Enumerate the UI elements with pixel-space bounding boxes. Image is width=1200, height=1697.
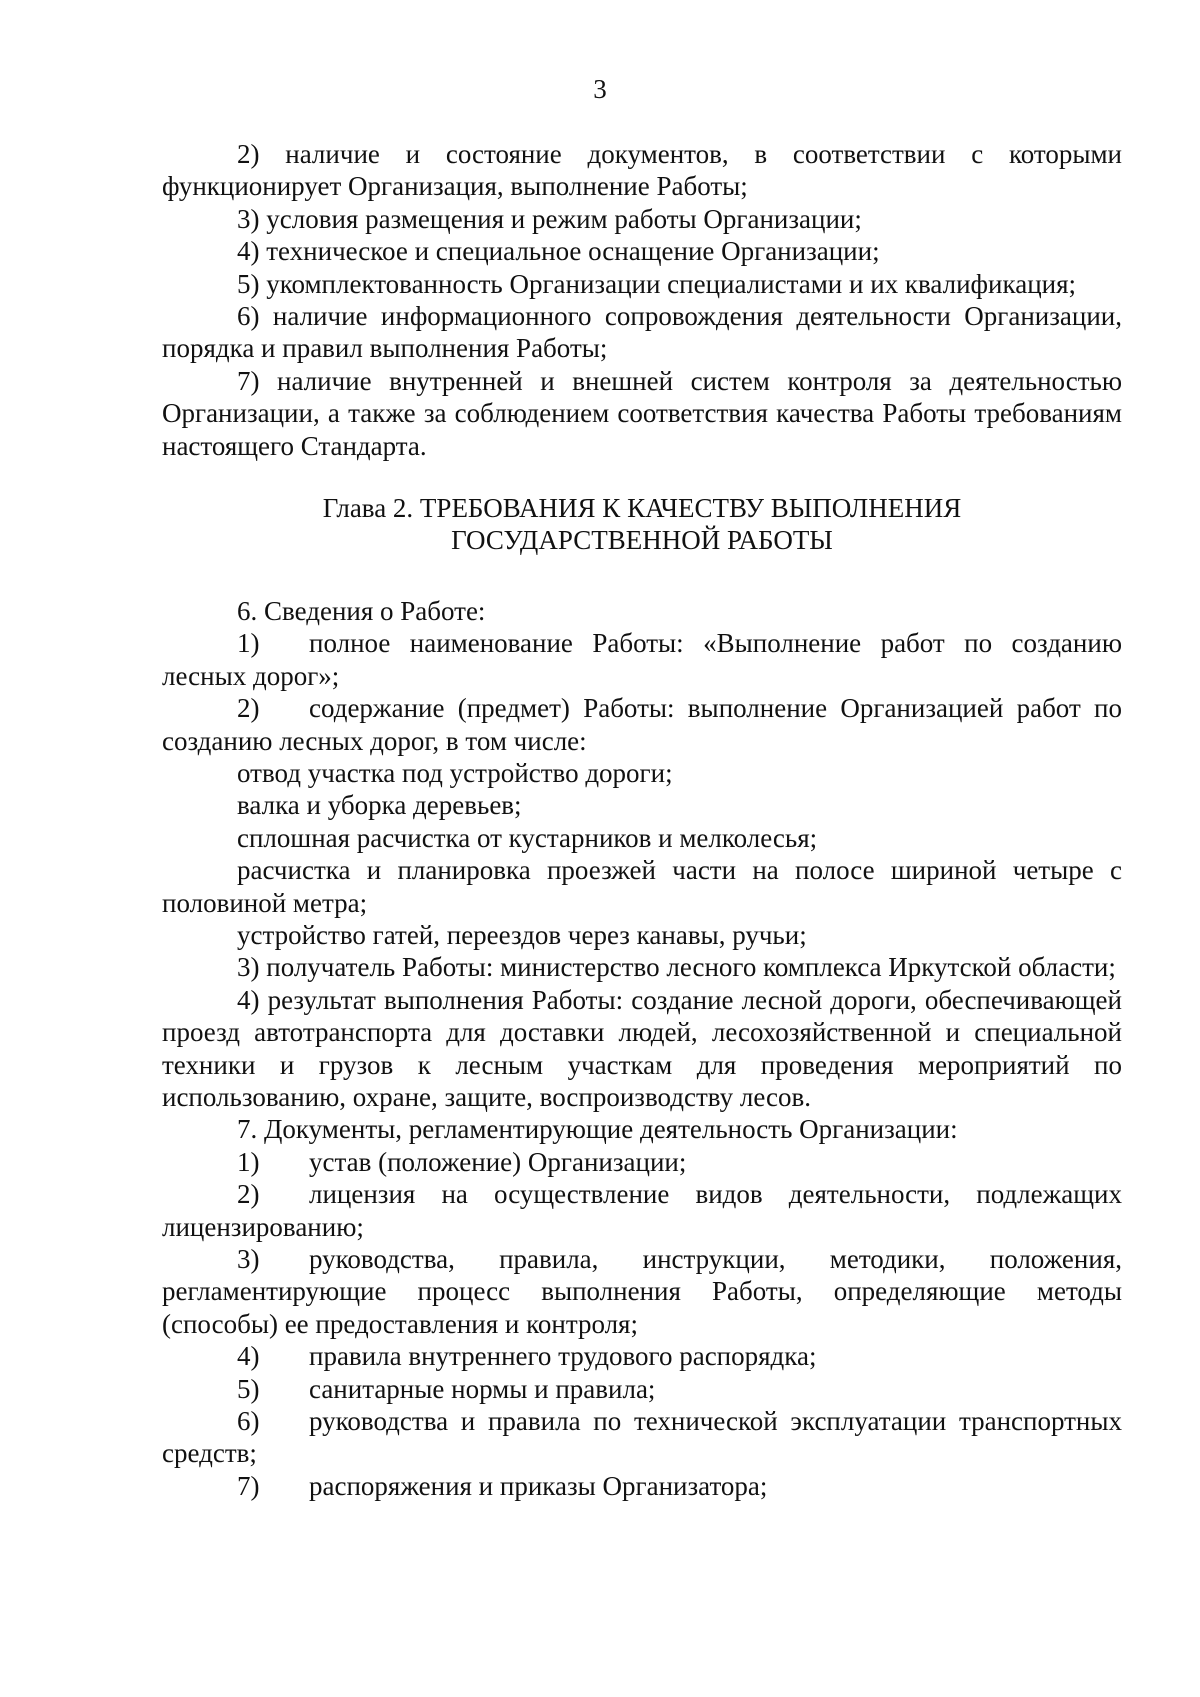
intro-item: 7) наличие внутренней и внешней систем контроля за деятельностью Организации, а также за соблюдением соответствия качества Работы требованиям настоящего Стандарта. <box>162 365 1122 461</box>
sub-item: отвод участка под устройство дороги; <box>237 757 673 788</box>
intro-item: 6) наличие информационного сопровождения деятельности Организации, порядка и правил выполнения Работы; <box>162 301 1122 364</box>
section-7-title: 7. Документы, регламентирующие деятельность Организации: <box>237 1114 958 1145</box>
section-7-item <box>162 1178 1122 1243</box>
item-number: 2) <box>237 693 260 724</box>
item-text: распоряжения и приказы Организатора; <box>309 1470 768 1501</box>
chapter-heading-line1: Глава 2. ТРЕБОВАНИЯ К КАЧЕСТВУ ВЫПОЛНЕНИЯ <box>322 493 962 524</box>
sub-item: валка и уборка деревьев; <box>237 790 522 821</box>
item-number: 7) <box>237 1470 260 1501</box>
item-text: руководства и правила по технической эксплуатации транспортных средств; <box>162 1406 1122 1469</box>
document-body <box>162 138 1122 1502</box>
intro-item: 5) укомплектованность Организации специалистами и их квалификация; <box>237 268 1077 299</box>
intro-item: 3) условия размещения и режим работы Организации; <box>237 203 862 234</box>
chapter-heading-line2: ГОСУДАРСТВЕННОЙ РАБОТЫ <box>451 525 833 556</box>
section-6-item-3: 3) получатель Работы: министерство лесного комплекса Иркутской области; <box>237 952 1116 983</box>
item-text: содержание (предмет) Работы: выполнение Организацией работ по созданию лесных дорог, в том числе: <box>162 693 1122 756</box>
item-number: 2) <box>237 1179 260 1210</box>
section-7-item <box>162 1405 1122 1470</box>
sub-item: расчистка и планировка проезжей части на полосе шириной четыре с половиной метра; <box>162 855 1122 918</box>
section-7-item <box>162 1373 1122 1405</box>
item-number: 1) <box>237 1146 260 1177</box>
item-number: 4) <box>237 1341 260 1372</box>
sub-item: устройство гатей, переездов через канавы, ручьи; <box>237 919 807 950</box>
section-6-item-1 <box>162 627 1122 692</box>
sub-item: сплошная расчистка от кустарников и мелколесья; <box>237 822 818 853</box>
section-7-item <box>162 1470 1122 1502</box>
chapter-heading <box>162 492 1122 557</box>
section-7-item <box>162 1243 1122 1340</box>
item-number: 3) <box>237 1244 260 1274</box>
section-6-title: 6. Сведения о Работе: <box>237 595 486 626</box>
section-7-item <box>162 1146 1122 1178</box>
item-text: устав (положение) Организации; <box>309 1146 687 1177</box>
item-number: 5) <box>237 1373 260 1404</box>
section-7-item <box>162 1340 1122 1372</box>
section-6-item-2 <box>162 692 1122 757</box>
intro-item: 2) наличие и состояние документов, в соответствии с которыми функционирует Организация, выполнение Работы; <box>162 139 1122 202</box>
item-number: 6) <box>237 1406 260 1437</box>
intro-item: 4) техническое и специальное оснащение Организации; <box>237 236 880 267</box>
item-text: полное наименование Работы: «Выполнение работ по созданию лесных дорог»; <box>162 628 1122 691</box>
item-text: правила внутреннего трудового распорядка; <box>309 1341 817 1372</box>
item-text: лицензия на осуществление видов деятельности, подлежащих лицензированию; <box>162 1179 1122 1242</box>
item-text: санитарные нормы и правила; <box>309 1373 656 1404</box>
item-number: 1) <box>237 628 260 659</box>
page-number: 3 <box>593 74 607 104</box>
item-text: руководства, правила, инструкции, методики, положения, регламентирующие процесс выполнения Работы, определяющие методы (способы) ее предоставления и контроля; <box>162 1244 1122 1339</box>
section-6-item-4: 4) результат выполнения Работы: создание лесной дороги, обеспечивающей проезд автотранспорта для доставки людей, лесохозяйственной и специальной техники и грузов к лесным участкам для проведения мероприятий по использованию, охране, защите, воспроизводству лесов. <box>162 984 1122 1112</box>
